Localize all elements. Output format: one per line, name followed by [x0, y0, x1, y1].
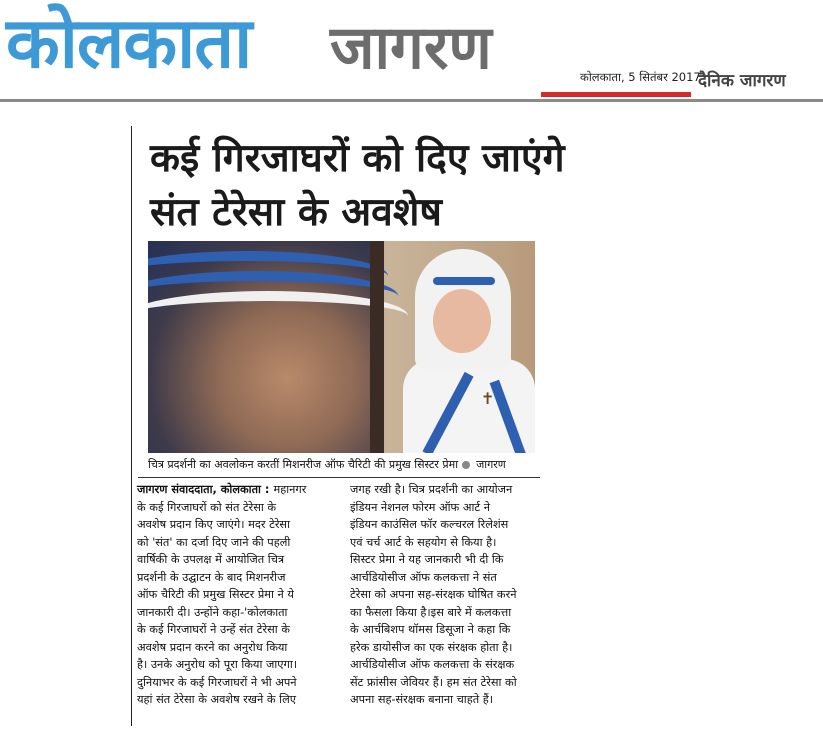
masthead-paper-name: जागरण: [330, 13, 492, 83]
article-line: आर्चडियोसीज ऑफ कलकत्ता के संरक्षक: [350, 658, 515, 671]
line-text: महानगर: [273, 483, 307, 496]
article-line: अवशेष प्रदान करने का अनुरोध किया: [137, 640, 288, 654]
article-line: इंडियन काउंसिल फॉर कल्चरल रिलेशंस: [350, 518, 509, 531]
article-headline: [150, 132, 565, 240]
article-line: वार्षिकी के उपलक्ष में आयोजित चित्र: [137, 553, 285, 566]
masthead-red-rule: [541, 92, 691, 97]
article-line: दुनियाभर के कई गिरजाघरों ने भी अपने: [137, 675, 297, 689]
byline: जागरण संवाददाता, कोलकाता :: [137, 483, 270, 496]
article-line: आर्चडियोसीज ऑफ कलकत्ता ने संत: [350, 570, 497, 584]
article-line: यहां संत टेरेसा के अवशेष रखने के लिए: [137, 693, 297, 706]
article-line: सिस्टर प्रेमा ने यह जानकारी भी दी कि: [350, 553, 504, 566]
portrait-painting: [148, 241, 380, 453]
cross-icon: ✝: [481, 389, 495, 408]
article-line: प्रदर्शनी के उद्घाटन के बाद मिशनरीज: [137, 570, 286, 584]
bullet-icon: [462, 461, 470, 469]
article-line: के कई गिरजाघरों ने उन्हें संत टेरेसा के: [137, 623, 290, 636]
article-line: का फैसला किया है।इस बारे में कलकत्ता: [350, 605, 512, 619]
masthead-city: कोलकाता: [6, 2, 252, 84]
article-line: एवं चर्च आर्ट के सहयोग से किया है।: [350, 535, 497, 549]
article-line: हरेक डायोसीज का एक संरक्षक होता है।: [350, 640, 513, 654]
article-photo: [148, 241, 535, 453]
article-line: ऑफ चैरिटी की प्रमुख सिस्टर प्रेमा ने ये: [137, 588, 294, 601]
article-column-1: [137, 481, 337, 709]
article-line: अपना सह-संरक्षक बनाना चाहते हैं।: [350, 693, 494, 706]
article-line: टेरेसा को अपना सह-संरक्षक घोषित करने: [350, 588, 517, 601]
article-line: सेंट फ्रांसीस जेवियर हैं। हम संत टेरेसा को: [350, 675, 517, 689]
article-line: के आर्चबिशप थॉमस डिसूजा ने कहा कि: [350, 623, 511, 636]
article-line: [137, 481, 337, 499]
photo-credit: जागरण: [476, 458, 506, 471]
masthead-gray-rule: [0, 99, 823, 102]
caption-rule: [138, 477, 540, 478]
article-line: अवशेष प्रदान किए जाएंगे। मदर टेरेसा: [137, 518, 290, 531]
article-line: जगह रखी है। चित्र प्रदर्शनी का आयोजन: [350, 483, 513, 496]
article-line: है। उनके अनुरोध को पूरा किया जाएगा।: [137, 658, 298, 671]
headline-line-2: संत टेरेसा के अवशेष: [150, 190, 442, 235]
brand-logo-text: दैनिक जागरण: [698, 71, 786, 91]
column-divider: [131, 126, 132, 726]
headline-line-1: कई गिरजाघरों को दिए जाएंगे: [150, 136, 565, 181]
article-line: इंडियन नेशनल फोरम ऑफ आर्ट ने: [350, 500, 490, 514]
painting-frame: [370, 241, 384, 453]
masthead: [0, 0, 823, 110]
article-line: को 'संत' का दर्जा दिए जाने की पहली: [137, 535, 291, 549]
article-line: जानकारी दी। उन्होंने कहा-'कोलकाता: [137, 605, 288, 619]
article-column-2: [350, 481, 542, 709]
edition-date: कोलकाता, 5 सितंबर 2017: [580, 70, 701, 84]
caption-text: चित्र प्रदर्शनी का अवलोकन करतीं मिशनरीज ऑफ चैरिटी की प्रमुख सिस्टर प्रेमा: [148, 458, 459, 471]
photo-caption: [148, 457, 535, 473]
sister-figure: [403, 249, 535, 453]
article-line: के कई गिरजाघरों को संत टेरेसा के: [137, 500, 277, 514]
